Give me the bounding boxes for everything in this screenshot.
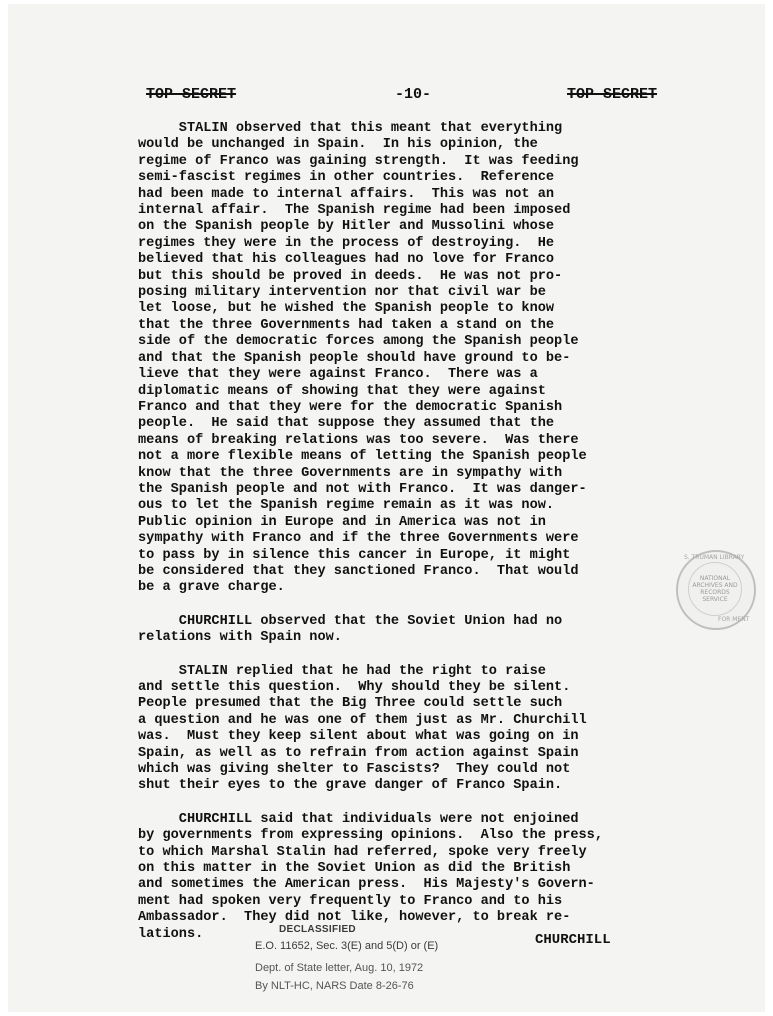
text-line: let loose, but he wished the Spanish people to know [138,301,555,317]
text-line: people. He said that suppose they assumed that the [138,416,555,432]
text-line: be a grave charge. [138,580,285,596]
text-line: by governments from expressing opinions. Also the press, [138,828,603,844]
text-line: would be unchanged in Spain. In his opinion, the [138,137,538,153]
text-line: shut their eyes to the grave danger of Franco Spain. [138,778,563,794]
text-line: which was giving shelter to Fascists? They could not [138,762,571,778]
text-line: diplomatic means of showing that they were against [138,383,546,399]
text-line: not a more flexible means of letting the Spanish people [138,449,587,465]
text-line: had been made to internal affairs. This was not an [138,186,555,202]
text-line: sympathy with Franco and if the three Governments were [138,531,579,547]
classification-marking-left: TOP SECRET [146,86,237,103]
text-line: CHURCHILL observed that the Soviet Union had no [138,613,563,629]
declassified-title: DECLASSIFIED [279,924,356,935]
stamp-center [688,562,742,616]
document-body [138,121,658,960]
stamp-line: SERVICE [702,596,728,603]
text-line: on the Spanish people by Hitler and Mussolini whose [138,219,555,235]
page-number: -10- [395,86,432,103]
text-line: was. Must they keep silent about what was going on in [138,729,579,745]
text-line: means of breaking relations was too severe. Was there [138,432,579,448]
stamp-line: ARCHIVES AND [692,582,738,589]
text-line: be considered that they sanctioned Franco. That would [138,563,579,579]
stamp-bottom-text: FOR MENT [718,616,750,623]
text-line: ment had spoken very frequently to Franco and to his [138,893,563,909]
text-line: to which Marshal Stalin had referred, spoke very freely [138,844,587,860]
text-line: believed that his colleagues had no love for Franco [138,252,555,268]
declassified-by-line: By NLT-HC, NARS Date 8-26-76 [255,980,414,992]
text-line: and that the Spanish people should have ground to be- [138,350,571,366]
text-line: Public opinion in Europe and in America was not in [138,514,546,530]
text-line: side of the democratic forces among the Spanish people [138,334,579,350]
stamp-line: NATIONAL [699,575,731,582]
declassified-letter: Dept. of State letter, Aug. 10, 1972 [255,962,424,974]
text-line: STALIN observed that this meant that everything [138,121,563,136]
stamp-line: RECORDS [700,589,730,596]
text-line: posing military intervention nor that civil war be [138,285,546,301]
text-line: ous to let the Spanish regime remain as it was now. [138,498,555,514]
text-line: the Spanish people and not with Franco. It was danger- [138,481,587,497]
text-line: but this should be proved in deeds. He was not pro- [138,268,563,284]
text-line: internal affair. The Spanish regime had been imposed [138,203,571,219]
paragraph [138,812,658,943]
text-line: regime of Franco was gaining strength. It was feeding [138,153,579,169]
paragraph [138,121,658,597]
text-line: relations with Spain now. [138,630,342,646]
text-line: a question and he was one of them just as Mr. Churchill [138,712,587,728]
text-line: lieve that they were against Franco. There was a [138,367,538,383]
text-line: that the three Governments had taken a stand on the [138,317,555,333]
text-line: and sometimes the American press. His Majesty's Govern- [138,877,595,893]
text-line: and settle this question. Why should they be silent. [138,680,571,695]
text-line: CHURCHILL said that individuals were not enjoined [138,811,579,827]
signature-speaker: CHURCHILL [535,932,611,948]
classification-marking-right: TOP SECRET [567,86,658,103]
text-line: Ambassador. They did not like, however, to break re- [138,910,571,926]
text-line: on this matter in the Soviet Union as did the British [138,861,571,877]
text-line: to pass by in silence this cancer in Europe, it might [138,547,571,563]
text-line: regimes they were in the process of destroying. He [138,235,555,251]
text-line: know that the three Governments are in sympathy with [138,465,563,481]
text-line: Franco and that they were for the democratic Spanish [138,399,563,415]
text-line: lations. [138,926,204,942]
paragraph [138,614,658,647]
text-line: semi-fascist regimes in other countries. Reference [138,170,555,186]
text-line: People presumed that the Big Three could settle such [138,696,563,712]
declassified-authority: E.O. 11652, Sec. 3(E) and 5(D) or (E) [255,940,439,952]
stamp-ring-text: S. TRUMAN LIBRARY [684,554,745,561]
paragraph [138,664,658,795]
text-line: Spain, as well as to refrain from action against Spain [138,745,579,761]
archive-stamp [676,550,756,630]
text-line: STALIN replied that he had the right to raise [138,663,546,679]
